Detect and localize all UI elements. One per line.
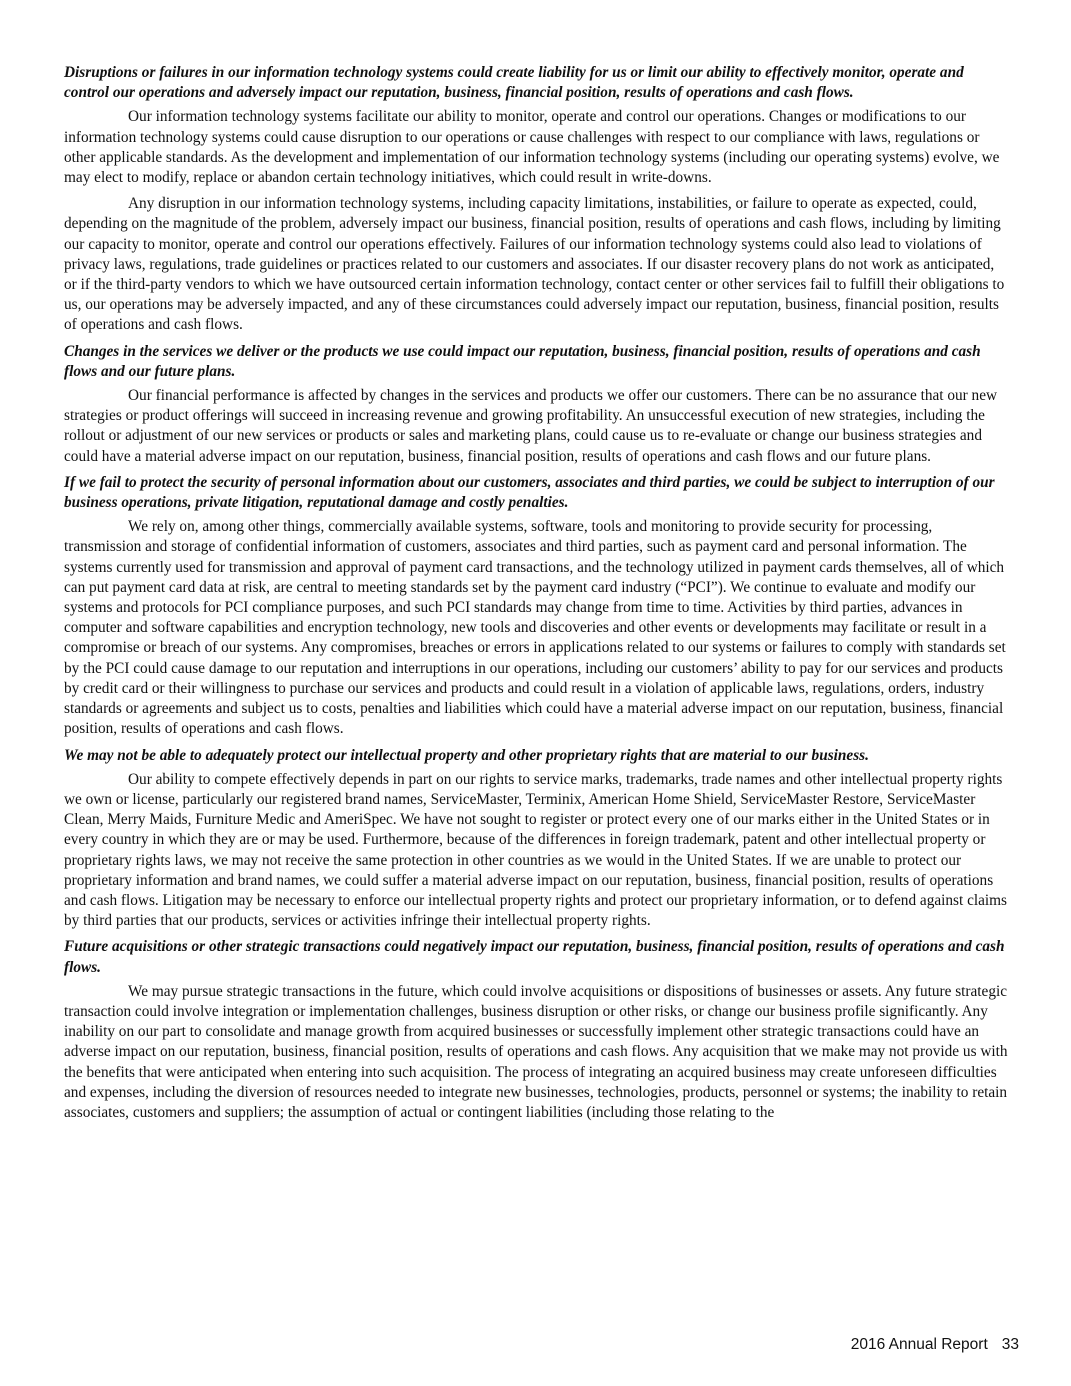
paragraph: Our financial performance is affected by changes in the services and products we offer our customers. There can be no assurance that our new strategies or product offerings will succeed in increasing revenue and growing profitability. An unsuccessful execution of new strategies, including the rollout or adjustment of our new services or products or sales and marketing plans, could cause us to re-evaluate or change our business strategies and could have a material adverse impact on our reputation, business, financial position, results of operations and cash flows and our future plans.	[64, 387, 998, 465]
page-footer	[851, 1336, 1019, 1354]
document-body	[64, 63, 1010, 1129]
section-it-systems	[64, 63, 1010, 336]
section-heading: We may not be able to adequately protect our intellectual property and other proprietary rights that are material to our business.	[64, 746, 869, 764]
section-intellectual-property	[64, 746, 1010, 932]
section-personal-information	[64, 473, 1010, 740]
section-acquisitions	[64, 937, 1010, 1123]
section-heading: If we fail to protect the security of personal information about our customers, associates and third parties, we could be subject to interruption of our business operations, private litigation, reputational damage and costly penalties.	[64, 473, 995, 512]
section-services-products	[64, 342, 1010, 467]
paragraph: We rely on, among other things, commercially available systems, software, tools and monitoring to provide security for processing, transmission and storage of confidential information of customers, associates and third parties, such as payment card and personal information. The systems currently used for transmission and approval of payment card transactions, and the technology utilized in payment cards themselves, all of which can put payment card data at risk, are central to meeting standards set by the payment card industry (“PCI”). We continue to evaluate and modify our systems and protocols for PCI compliance purposes, and such PCI standards may change from time to time. Activities by third parties, advances in computer and software capabilities and encryption technology, new tools and discoveries and other events or developments may facilitate or result in a compromise or breach of our systems. Any compromises, breaches or errors in applications related to our systems or failures to comply with standards set by the PCI could cause damage to our reputation and interruptions in our operations, including our customers’ ability to pay for our services and products by credit card or their willingness to purchase our services and products and could result in a violation of applicable laws, regulations, orders, industry standards or agreements and subject us to costs, penalties and liabilities which could have a material adverse impact on our reputation, business, financial position, results of operations and cash flows.	[64, 518, 1006, 738]
paragraph: Our information technology systems facilitate our ability to monitor, operate and control our operations. Changes or modifications to our information technology systems could cause disruption to our operations or cause challenges with respect to our compliance with laws, regulations or other applicable standards. As the development and implementation of our information technology systems (including our operating systems) evolve, we may elect to modify, replace or abandon certain technology initiatives, which could result in write-downs.	[64, 108, 1000, 187]
section-heading: Disruptions or failures in our information technology systems could create liability for us or limit our ability to effectively monitor, operate and control our operations and adversely impact our reputation, business, financial position, results of operations and cash flows.	[64, 64, 964, 102]
report-title: 2016 Annual Report	[850, 1336, 988, 1353]
page-number: 33	[1001, 1336, 1019, 1353]
paragraph: Any disruption in our information technology systems, including capacity limitations, instabilities, or failure to operate as expected, could, depending on the magnitude of the problem, adversely impact our business, financial position, results of operations and cash flows, including by limiting our capacity to monitor, operate and control our operations effectively. Failures of our information technology systems could also lead to violations of privacy laws, regulations, trade guidelines or practices related to our customers and associates. If our disaster recovery plans do not work as anticipated, or if the third-party vendors to which we have outsourced certain information technology, contact center or other services fail to fulfill their obligations to us, our operations may be adversely impacted, and any of these circumstances could adversely impact our reputation, business, financial position, results of operations and cash flows.	[64, 195, 1005, 334]
section-heading: Changes in the services we deliver or the products we use could impact our reputation, business, financial position, results of operations and cash flows and our future plans.	[64, 342, 981, 380]
paragraph: We may pursue strategic transactions in the future, which could involve acquisitions or dispositions of businesses or assets. Any future strategic transaction could involve integration or implementation challenges, business disruption or other risks, or change our business profile significantly. Any inability on our part to consolidate and manage growth from acquired businesses or successfully implement other strategic transactions could have an adverse impact on our reputation, business, financial position, results of operations and cash flows. Any acquisition that we make may not provide us with the benefits that were anticipated when entering into such acquisition. The process of integrating an acquired business may create unforeseen difficulties and expenses, including the diversion of resources needed to integrate new businesses, technologies, products, personnel or systems; the inability to retain associates, customers and suppliers; the assumption of actual or contingent liabilities (including those relating to the	[64, 982, 1008, 1121]
paragraph: Our ability to compete effectively depends in part on our rights to service marks, trademarks, trade names and other intellectual property rights we own or license, particularly our registered brand names, ServiceMaster, Terminix, American Home Shield, ServiceMaster Restore, ServiceMaster Clean, Merry Maids, Furniture Medic and AmeriSpec. We have not sought to register or protect every one of our marks either in the United States or in every country in which they are or may be used. Furthermore, because of the differences in foreign trademark, patent and other intellectual property or proprietary rights laws, we may not receive the same protection in other countries as we would in the United States. If we are unable to protect our proprietary information and brand names, we could suffer a material adverse impact on our reputation, business, financial position, results of operations and cash flows. Litigation may be necessary to enforce our intellectual property rights and protect our proprietary information, or to defend against claims by third parties that our products, services or activities infringe their intellectual property rights.	[64, 770, 1007, 930]
section-heading: Future acquisitions or other strategic transactions could negatively impact our reputation, business, financial position, results of operations and cash flows.	[64, 938, 1005, 976]
